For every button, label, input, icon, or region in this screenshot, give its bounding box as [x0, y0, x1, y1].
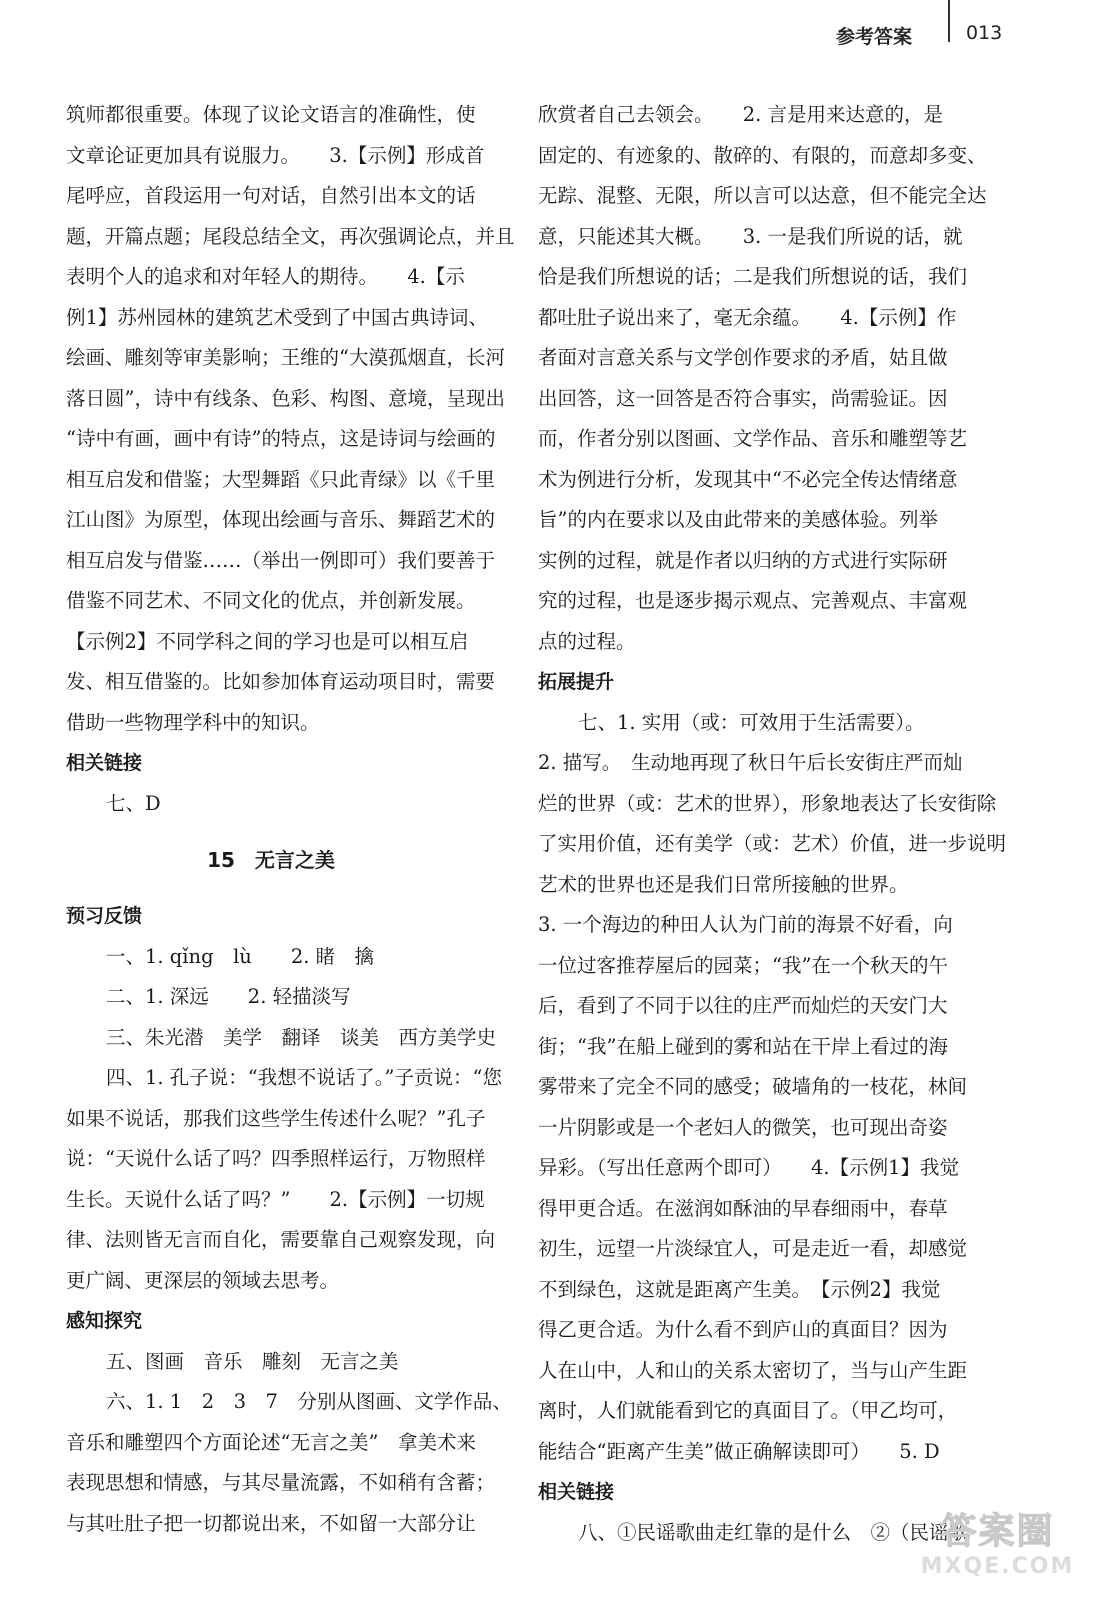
text-line: 相互启发和借鉴；大型舞蹈《只此青绿》以《千里 — [66, 467, 496, 491]
text-line: 欣赏者自己去领会。 2. 言是用来达意的，是 — [538, 103, 944, 126]
text-line: 无踪、混整、无限，所以言可以达意，但不能完全达 — [538, 184, 987, 207]
section-heading: 相关链接 — [66, 752, 143, 774]
text-line: 尾呼应，首段运用一句对话，自然引出本文的话 — [66, 184, 476, 207]
text-line: 文章论证更加具有说服力。 3.【示例】形成首 — [66, 143, 485, 167]
text-line: 得甲更合适。在滋润如酥油的早春细雨中，春草 — [538, 1196, 948, 1220]
text-line: 能结合“距离产生美”做正确解读即可） 5. D — [538, 1439, 940, 1463]
text-line: 异彩。（写出任意两个即可） 4.【示例1】我觉 — [538, 1156, 960, 1179]
text-line: 落日圆”，诗中有线条、色彩、构图、意境，呈现出 — [66, 386, 505, 410]
text-line: 实例的过程，就是作者以归纳的方式进行实际研 — [538, 548, 948, 572]
text-line: 得乙更合适。为什么看不到庐山的真面目？因为 — [538, 1318, 948, 1341]
text-line: 而，作者分别以图画、文学作品、音乐和雕塑等艺 — [538, 427, 968, 450]
text-line: 离时，人们就能看到它的真面目了。（甲乙均可， — [538, 1399, 958, 1422]
text-line: 表现思想和情感，与其尽量流露，不如稍有含蓄； — [66, 1471, 496, 1494]
text-line: 者面对言意关系与文学创作要求的矛盾，姑且做 — [538, 346, 948, 369]
text-line: 人在山中，人和山的关系太密切了，当与山产生距 — [538, 1358, 968, 1382]
text-line: 更广阔、更深层的领域去思考。 — [66, 1268, 340, 1292]
text-line: 说：“天说什么话了吗？四季照样运行，万物照样 — [66, 1147, 486, 1170]
text-line: 二、1. 深远 2. 轻描淡写 — [106, 985, 351, 1008]
watermark-main: 答案圈 — [940, 1511, 1055, 1552]
text-line: 表明个人的追求和对年轻人的期待。 4.【示 — [66, 265, 465, 288]
text-line: 一位过客推荐屋后的园菜；“我”在一个秋天的午 — [538, 953, 948, 977]
text-line: 2. 描写。 生动地再现了秋日午后长安街庄严而灿 — [538, 751, 963, 774]
text-line: 相互启发与借鉴……（举出一例即可）我们要善于 — [66, 548, 496, 572]
section-title: 15 无言之美 — [207, 848, 335, 872]
text-line: 例1】苏州园林的建筑艺术受到了中国古典诗词、 — [66, 305, 488, 329]
section-heading: 相关链接 — [538, 1481, 615, 1503]
watermark-url: MXQE.COM — [920, 1554, 1075, 1579]
text-line: 了实用价值，还有美学（或：艺术）价值，进一步说明 — [538, 832, 1007, 855]
page-number: 013 — [966, 22, 1003, 44]
section-heading: 预习反馈 — [66, 905, 143, 927]
text-line: 烂的世界（或：艺术的世界），形象地表达了长安街除 — [538, 791, 997, 815]
text-line: 江山图》为原型，体现出绘画与音乐、舞蹈艺术的 — [66, 508, 496, 531]
text-line: 与其吐肚子把一切都说出来，不如留一大部分让 — [66, 1511, 476, 1535]
text-line: 究的过程，也是逐步揭示观点、完善观点、丰富观 — [538, 589, 968, 612]
text-line: 八、①民谣歌曲走红靠的是什么 ②（民谣歌 — [578, 1520, 969, 1544]
text-line: 生长。天说什么话了吗？” 2.【示例】一切规 — [66, 1187, 485, 1211]
text-line: 三、朱光潜 美学 翻译 谈美 西方美学史 — [106, 1025, 497, 1049]
text-line: 借鉴不同艺术、不同文化的优点，并创新发展。 — [66, 589, 476, 612]
text-line: 固定的、有迹象的、散碎的、有限的，而意却多变、 — [538, 143, 987, 167]
text-line: 后，看到了不同于以往的庄严而灿烂的天安门大 — [538, 994, 948, 1017]
text-line: 一片阴影或是一个老妇人的微笑，也可现出奇姿 — [538, 1115, 948, 1139]
text-line: 绘画、雕刻等审美影响；王维的“大漠孤烟直，长河 — [66, 346, 505, 369]
text-line: 雾带来了完全不同的感受；破墙角的一枝花，林间 — [538, 1075, 968, 1098]
text-line: 六、1. 1 2 3 7 分别从图画、文学作品、 — [106, 1390, 512, 1413]
text-line: 七、D — [106, 791, 161, 815]
text-line: 出回答，这一回答是否符合事实，尚需验证。因 — [538, 386, 948, 410]
section-heading: 拓展提升 — [538, 671, 615, 693]
header-divider — [948, 0, 950, 42]
text-line: 借助一些物理学科中的知识。 — [66, 710, 320, 734]
left-column — [66, 95, 515, 1544]
text-line: 音乐和雕塑四个方面论述“无言之美” 拿美术来 — [66, 1430, 476, 1454]
text-line: 四、1. 孔子说：“我想不说话了。”子贡说：“您 — [106, 1066, 502, 1089]
text-line: 街；“我”在船上碰到的雾和站在干岸上看过的海 — [538, 1034, 948, 1058]
text-line: 点的过程。 — [538, 629, 636, 653]
text-line: 五、图画 音乐 雕刻 无言之美 — [106, 1349, 399, 1373]
text-line: 恰是我们所想说的话；二是我们所想说的话，我们 — [538, 265, 968, 288]
text-line: “诗中有画，画中有诗”的特点，这是诗词与绘画的 — [66, 427, 496, 450]
text-line: 术为例进行分析，发现其中“不必完全传达情绪意 — [538, 467, 958, 491]
text-line: 不到绿色，这就是距离产生美。 【示例2】我觉 — [538, 1277, 941, 1301]
text-line: 如果不说话，那我们这些学生传述什么呢？”孔子 — [66, 1106, 486, 1130]
text-line: 旨”的内在要求以及由此带来的美感体验。列举 — [538, 508, 938, 531]
text-line: 艺术的世界也还是我们日常所接触的世界。 — [538, 872, 909, 896]
text-line: 七、1. 实用（或：可效用于生活需要）。 — [578, 710, 925, 734]
text-line: 一、1. qǐng lù 2. 睹 擒 — [106, 944, 375, 968]
text-line: 初生，远望一片淡绿宜人，可是走近一看，却感觉 — [538, 1237, 968, 1260]
watermark-logo — [910, 1510, 1085, 1588]
page-header — [0, 0, 1107, 60]
text-line: 律、法则皆无言而自化，需要靠自己观察发现，向 — [66, 1228, 496, 1251]
text-line: 发、相互借鉴的。比如参加体育运动项目时，需要 — [66, 670, 496, 693]
text-line: 意，只能述其大概。 3. 一是我们所说的话，就 — [538, 224, 963, 248]
text-line: 3. 一个海边的种田人认为门前的海景不好看，向 — [538, 913, 953, 936]
section-heading: 感知探究 — [66, 1310, 143, 1332]
text-line: 都吐肚子说出来了，毫无余蕴。 4.【示例】作 — [538, 305, 957, 329]
text-line: 【示例2】不同学科之间的学习也是可以相互启 — [66, 629, 469, 653]
text-line: 筑师都很重要。体现了议论文语言的准确性，使 — [66, 103, 476, 126]
text-line: 题，开篇点题；尾段总结全文，再次强调论点，并且 — [66, 224, 515, 248]
header-label: 参考答案 — [836, 26, 913, 48]
